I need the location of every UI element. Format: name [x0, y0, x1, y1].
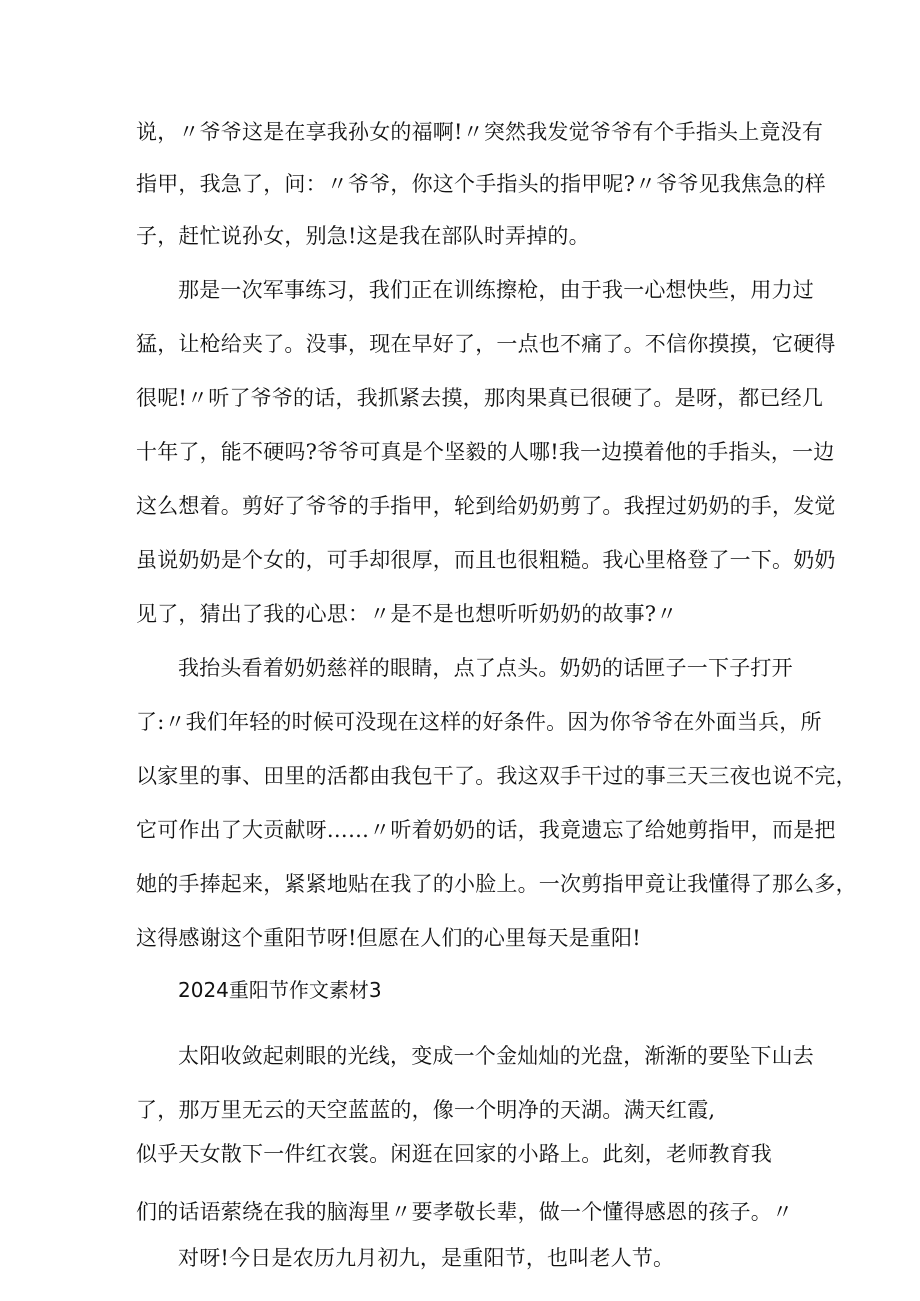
text-line: 对呀!今日是农历九月初九，是重阳节，也叫老人节。	[178, 1246, 675, 1270]
text-line: 似乎天女散下一件红衣裳。闲逛在回家的小路上。此刻，老师教育我	[136, 1142, 772, 1166]
text-line: 了:〃我们年轻的时候可没现在这样的好条件。因为你爷爷在外面当兵，所	[136, 710, 822, 734]
text-line: 以家里的事、田里的活都由我包干了。我这双手干过的事三天三夜也说不完，	[136, 764, 857, 788]
text-line: 猛，让枪给夹了。没事，现在早好了，一点也不痛了。不信你摸摸，它硬得	[136, 332, 836, 356]
text-line: 太阳收敛起刺眼的光线，变成一个金灿灿的光盘，渐渐的要坠下山去	[178, 1044, 814, 1068]
text-line: 见了，猜出了我的心思：〃是不是也想听听奶奶的故事?〃	[136, 602, 678, 626]
text-line: 十年了，能不硬吗?爷爷可真是个坚毅的人哪!我一边摸着他的手指头，一边	[136, 440, 835, 464]
text-line: 它可作出了大贡献呀……〃听着奶奶的话，我竟遗忘了给她剪指甲，而是把	[136, 818, 836, 842]
text-line: 们的话语萦绕在我的脑海里〃要孝敬长辈，做一个懂得感恩的孩子。〃	[136, 1200, 794, 1224]
text-line: 这得感谢这个重阳节呀!但愿在人们的心里每天是重阳!	[136, 926, 641, 950]
section-heading: 2024重阳节作文素材3	[178, 978, 382, 1002]
text-line: 她的手捧起来，紧紧地贴在我了的小脸上。一次剪指甲竟让我懂得了那么多，	[136, 872, 857, 896]
text-line: 指甲，我急了，问：〃爷爷，你这个手指头的指甲呢?〃爷爷见我焦急的样	[136, 172, 826, 196]
text-line: 了，那万里无云的天空蓝蓝的，像一个明净的天湖。满天红霞,	[136, 1098, 716, 1122]
text-line: 虽说奶奶是个女的，可手却很厚，而且也很粗糙。我心里格登了一下。奶奶	[136, 548, 836, 572]
text-line: 我抬头看着奶奶慈祥的眼睛，点了点头。奶奶的话匣子一下子打开	[178, 656, 793, 680]
text-line: 这么想着。剪好了爷爷的手指甲，轮到给奶奶剪了。我捏过奶奶的手，发觉	[136, 494, 836, 518]
text-line: 很呢!〃听了爷爷的话，我抓紧去摸，那肉果真已很硬了。是呀，都已经几	[136, 386, 824, 410]
text-line: 子，赶忙说孙女，别急!这是我在部队时弄掉的。	[136, 224, 590, 248]
text-line: 那是一次军事练习，我们正在训练擦枪，由于我一心想快些，用力过	[178, 278, 814, 302]
text-line: 说，〃爷爷这是在享我孙女的福啊!〃突然我发觉爷爷有个手指头上竟没有	[136, 120, 824, 144]
